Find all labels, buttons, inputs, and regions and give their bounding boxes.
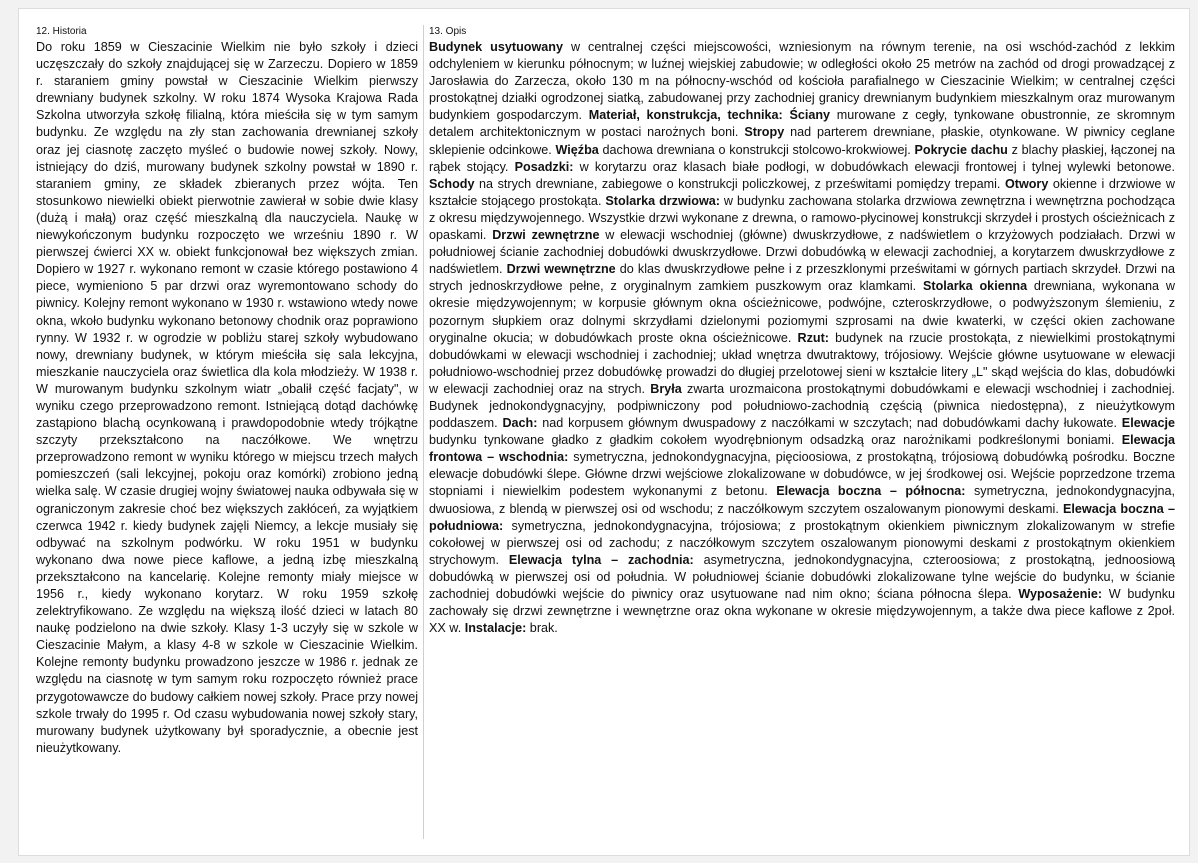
description-term: Elewacja boczna – północna: <box>776 484 966 499</box>
description-term: Dach: <box>502 416 538 431</box>
description-term: Stropy <box>744 125 785 140</box>
description-term: Posadzki: <box>514 159 574 174</box>
description-term: Pokrycie dachu <box>914 142 1008 157</box>
description-term: Rzut: <box>797 330 829 345</box>
history-section <box>36 25 418 757</box>
description-run: w budynku zachowana stolarka drzwiowa zewnętrzna i wewnętrzna pochodząca z okresu międzywojennego. Wszystkie drzwi wykonane z drewna, o ramowo-płycinowej konstrukcji skrzydeł i prostych ościeżnicach z opaskami. <box>429 193 1175 243</box>
description-term: Elewacja frontowa – wschodnia: <box>429 433 1175 465</box>
description-run: murowane z cegły, tynkowane obustronnie, ze skromnym detalem architektonicznym w postaci narożnych boni. <box>429 108 1176 140</box>
description-term: Drzwi wewnętrzne <box>506 262 616 277</box>
description-term: Stolarka okienna <box>922 279 1028 294</box>
description-run: w centralnej części miejscowości, wzniesionym na równym terenie, na osi wschód-zachód z lekkim odchyleniem w kierunku północnym; w luźnej wiejskiej zabudowie; w odległości około 25 metrów na zachód od drogi prowadzącej z Jarosławia do Zarzecza, około 130 m na północny-wschód od kościoła parafialnego w Cieszacinie Wielkim; w centralnej części prostokątnej działki ogrodzonej siatką, zabudowanej przy zachodniej granicy drewnianym budynkiem mieszkalnym oraz murowanym budynkiem gospodarczym. <box>429 40 1176 123</box>
description-run: W budynku zachowały się drzwi zewnętrzne i wewnętrzne oraz okna wykonane w okresie międzywojennym, a także dwa piece kaflowe z 2poł. XX w. <box>429 587 1175 636</box>
description-term: Elewacja boczna – południowa: <box>429 501 1175 533</box>
description-term: Materiał, konstrukcja, technika: Ściany <box>588 108 831 123</box>
description-term: Elewacja tylna – zachodnia: <box>508 552 694 567</box>
description-run: drewniana, wykonana w okresie międzywojennym; w korpusie głównym okna ościeżnicowe, podwójne, czteroskrzydłowe, o podwyższonym ślemieniu, z pozornym słupkiem oraz dolnymi skrzydłami dzielonymi poziomymi szprosami na dwie kwaterki, w części okien zachowane oryginalne okucia; w dobudówkach proste okna ościeżnicowe. <box>429 279 1175 345</box>
description-run: budynek na rzucie prostokąta, z niewielkimi prostokątnymi dobudówkami w elewacji wschodniej i zachodniej; układ wnętrza dwutraktowy, trójosiowy. Wejście główne usytuowane w elewacji południowo-wschodniej przez dobudówkę prowadzi do długiej przelotowej sieni w kształcie litery „L" skąd wejścia do klas, dobudówki w elewacji zachodniej oraz na strych. <box>429 330 1175 396</box>
description-run: nad parterem drewniane, płaskie, otynkowane. W piwnicy ceglane sklepienie odcinkowe. <box>429 125 1175 157</box>
history-text: Do roku 1859 w Cieszacinie Wielkim nie było szkoły i dzieci uczęszczały do szkoły znajdującej się w Zarzeczu. Dopiero w 1859 r. staraniem gminy powstał w Cieszacinie Wielkim pierwszy drewniany budynek szkolny. W roku 1874 Wysoka Krajowa Rada Szkolna utworzyła szkołę filialną, która mieściła się w tym samym budynku. Ze względu na zły stan zachowania drewnianej szkoły oraz jej ciasnotę zaczęto myśleć o budowie nowej szkoły. Nowy, istniejący do dziś, murowany budynek szkolny powstał w 1890 r. staraniem gminy, ze składek zbieranych przez wójta. Ten stosunkowo niewielki obiekt pierwotnie zawierał w sobie dwie klasy (dużą i małą) oraz część mieszkalną dla nauczyciela. Naukę w niewykończonym budynku rozpoczęto we wrześniu 1890 r. W pierwszej ćwierci XX w. obiekt funkcjonował bez większych zmian. Dopiero w 1927 r. wykonano remont w czasie którego postawiono 4 piece, wymieniono 5 par drzwi oraz wyremontowano schody do piwnicy. Kolejny remont wykonano w 1930 r. wstawiono wtedy nowe okna, wkoło budynku wykonano betonowy chodnik oraz poprawiono rynny. W 1932 r. w ogrodzie w pobliżu starej szkoły wybudowano nowy, drewniany budynek, w którym mieściła się sala lekcyjna, mieszkanie nauczyciela oraz świetlica dla kola młodzieży. W 1938 r. W murowanym budynku szkolnym wiatr „obalił część facjaty", w wyniku czego przeprowadzono remont. Istniejącą dotąd dachówkę zastąpiono blachą ocynkowaną i prawdopodobnie wtedy trójkątne szczyty przekształcono na naczółkowe. We wnętrzu przeprowadzono remont w wyniku którego w miejscu trzech małych pomieszczeń (sali lekcyjnej, pokoju oraz komórki) zrobiono jedną wielka salę. W czasie drugiej wojny światowej nauka odbywała się w ograniczonym zakresie choć bez większych zakłóceń, za wyjątkiem czerwca 1942 r. kiedy budynek zajęli Niemcy, a lekcje musiały się odbywać na szkolnym podwórku. W roku 1951 w budynku wykonano dwa nowe piece kaflowe, a jedną izbę mieszkalną przekształcono na kancelarię. Kolejne remonty miały miejsce w 1956 r., kiedy wykonano korytarz. W roku 1959 szkołę zelektryfikowano. Ze względu na większą ilość dzieci w latach 80 naukę podzielono na dwie szkoły. Klasy 1-3 uczyły się w szkole w Cieszacinie Małym, a klasy 4-8 w szkole w Cieszacinie Wielkim. Kolejne remonty budynku prowadzono jeszcze w 1986 r. jednak ze względu na ciasnotę w tym samym roku rozpoczęto również prace przygotowawcze do budowy całkiem nowej szkoły. Prace przy nowej szkole trwały do 1995 r. Od czasu wybudowania nowej szkoły stary, murowany budynek użytkowany był sporadycznie, a obecnie jest nieużytkowany. <box>36 40 418 755</box>
description-heading: 13. Opis <box>429 26 467 37</box>
description-run: w elewacji wschodniej (główne) dwuskrzydłowe, z nadświetlem o krzyżowych podziałach. Drzwi w południowej ścianie zachodniej dobudówki dwuskrzydłowe. Drzwi dobudówką w elewacji zachodniej, a korytarzem dwuskrzydłowe z nadświetlem. <box>429 228 1176 277</box>
description-term: Elewacje <box>1121 416 1176 431</box>
description-run: asymetryczna, jednokondygnacyjna, czteroosiowa; z prostokątną, jednoosiową dobudówką w pierwszej osi od południa. W południowej ścianie dobudówki zlokalizowane tylne wejście do budynku, w ścianie zachodniej dobudówki wejście do piwnicy oraz usytuowane nad nim okno; ściana północna ślepa. <box>429 552 1175 601</box>
description-run: zwarta urozmaicona prostokątnymi dobudówkami e elewacji wschodniej i zachodniej. Budynek jednokondygnacyjny, podpiwniczony pod południowo-zachodnią częścią (piwnica niedostępna), z nieużytkowym poddaszem. <box>429 381 1175 431</box>
description-run: z blachy płaskiej, łączonej na rąbek stojący. <box>429 142 1175 174</box>
description-term: Bryła <box>650 381 682 396</box>
history-heading: 12. Historia <box>36 26 87 37</box>
description-run: dachowa drewniana o konstrukcji stolcowo-krokwiowej. <box>598 142 915 157</box>
description-run: symetryczna, jednokondygnacyjna, dwuosiowa, z blendą w pierwszej osi od wschodu; z naczółkowym szczytem oszalowanym pionowymi deskami. <box>429 484 1176 516</box>
description-run: w korytarzu oraz klasach białe podłogi, w dobudówkach elewacji frontowej i tylnej wylewki betonowe. <box>573 159 1175 174</box>
description-run: brak. <box>526 621 558 636</box>
description-term: Schody <box>429 176 475 191</box>
description-run: nad korpusem głównym dwuspadowy z naczółkami w szczytach; nad dobudówkami dachy łukowate. <box>537 416 1122 431</box>
document-sheet <box>18 8 1190 856</box>
column-divider <box>423 25 424 839</box>
description-term: Stolarka drzwiowa: <box>605 193 720 208</box>
description-text <box>429 39 1175 637</box>
description-run: do klas dwuskrzydłowe pełne i z przeszklonymi prześwitami w górnych partiach skrzydeł. Drzwi na strych jednoskrzydłowe pełne, z oryginalnym zamkiem puszkowym oraz klamkami. <box>429 262 1176 294</box>
description-run: symetryczna, jednokondygnacyjna, pięcioosiowa, z prostokątną, trójosiową dobudówką pośrodku. Boczne elewacje dobudówki ślepe. Główne drzwi wejściowe zlokalizowane w dobudówce, w jej środkowej osi. Wejście poprzedzone trzema stopniami i niewielkim podestem wykonanymi z betonu. <box>429 450 1175 499</box>
description-term: Instalacje: <box>464 621 527 636</box>
description-run: okienne i drzwiowe w kształcie stojącego prostokąta. <box>429 176 1175 208</box>
description-term: Wyposażenie: <box>1018 587 1103 601</box>
description-term: Otwory <box>1004 176 1049 191</box>
description-term: Budynek usytuowany <box>429 40 563 54</box>
description-term: Więźba <box>555 142 599 157</box>
description-term: Drzwi zewnętrzne <box>492 228 600 243</box>
description-section <box>429 25 1175 637</box>
description-run: symetryczna, jednokondygnacyjna, trójosiowa; z prostokątnym okienkiem piwnicznym zlokalizowanym w strefie cokołowej w pierwszej osi od zachodu; z naczółkowym szczytem oszalowanym pionowymi deskami z prostokątnym okienkiem strychowym. <box>429 518 1175 567</box>
description-run: na strych drewniane, zabiegowe o konstrukcji policzkowej, z prześwitami pomiędzy trepami. <box>474 176 1005 191</box>
description-run: budynku tynkowane gładko z gładkim cokołem wyodrębnionym odsadzką oraz narożnikami podkreślonymi boniami. <box>429 433 1122 448</box>
